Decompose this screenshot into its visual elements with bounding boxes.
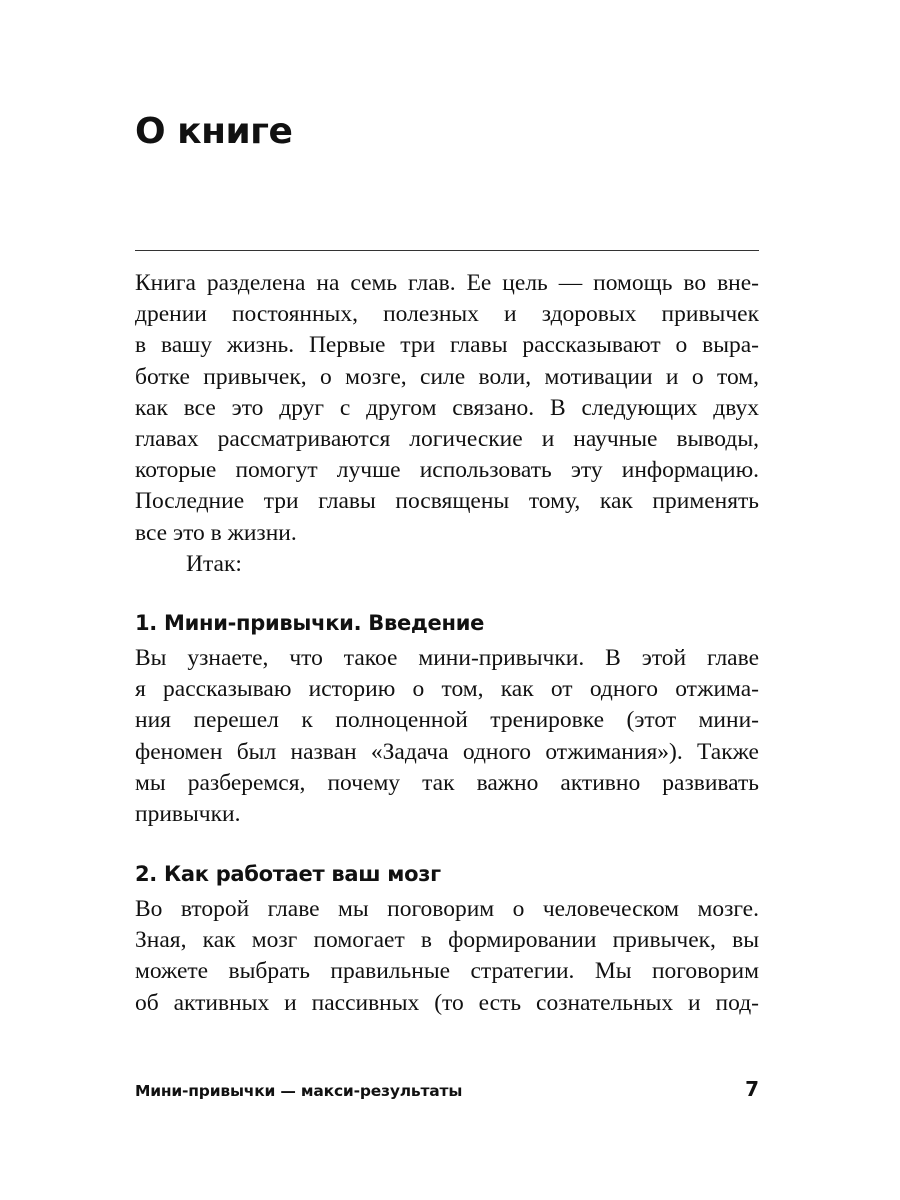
page-number: 7 — [745, 1077, 759, 1101]
text-line: которые помогут лучше использовать эту информацию. — [135, 457, 759, 484]
text-line: Во второй главе мы поговорим о человеческом мозге. — [135, 896, 759, 922]
text-line: можете выбрать правильные стратегии. Мы поговорим — [135, 958, 759, 985]
intro-tail: Итак: — [186, 551, 242, 577]
text-line: в вашу жизнь. Первые три главы рассказывают о выра- — [135, 332, 759, 359]
text-line: феномен был назван «Задача одного отжимания»). Также — [135, 738, 759, 765]
text-line: как все это друг с другом связано. В следующих двух — [135, 394, 759, 421]
text-line: мы разберемся, почему так важно активно развивать — [135, 769, 759, 796]
text-line: Зная, как мозг помогает в формировании привычек, вы — [135, 927, 759, 954]
text-line: я рассказываю историю о том, как от одного отжима- — [135, 676, 759, 703]
running-footer-title: Мини-привычки — макси-результаты — [135, 1082, 463, 1100]
text-line: главах рассматриваются логические и научные выводы, — [135, 425, 759, 452]
section-1-paragraph — [135, 643, 759, 830]
text-line: дрении постоянных, полезных и здоровых привычек — [135, 301, 759, 328]
text-line: привычки. — [135, 800, 241, 827]
title-divider — [135, 250, 759, 251]
section-heading-1: 1. Мини-привычки. Введение — [135, 611, 485, 635]
text-line: ния перешел к полноценной тренировке (этот мини- — [135, 707, 759, 734]
section-heading-2: 2. Как работает ваш мозг — [135, 862, 441, 886]
text-line: Книга разделена на семь глав. Ее цель — помощь во вне- — [135, 270, 759, 296]
text-line: об активных и пассивных (то есть сознательных и под- — [135, 989, 759, 1016]
text-line: все это в жизни. — [135, 519, 297, 546]
section-2-paragraph — [135, 894, 759, 1019]
text-line: Вы узнаете, что такое мини-привычки. В этой главе — [135, 645, 759, 671]
text-line: Последние три главы посвящены тому, как применять — [135, 488, 759, 515]
intro-paragraph — [135, 268, 759, 549]
text-line: ботке привычек, о мозге, силе воли, мотивации и о том, — [135, 363, 759, 390]
page-title: О книге — [135, 111, 293, 152]
